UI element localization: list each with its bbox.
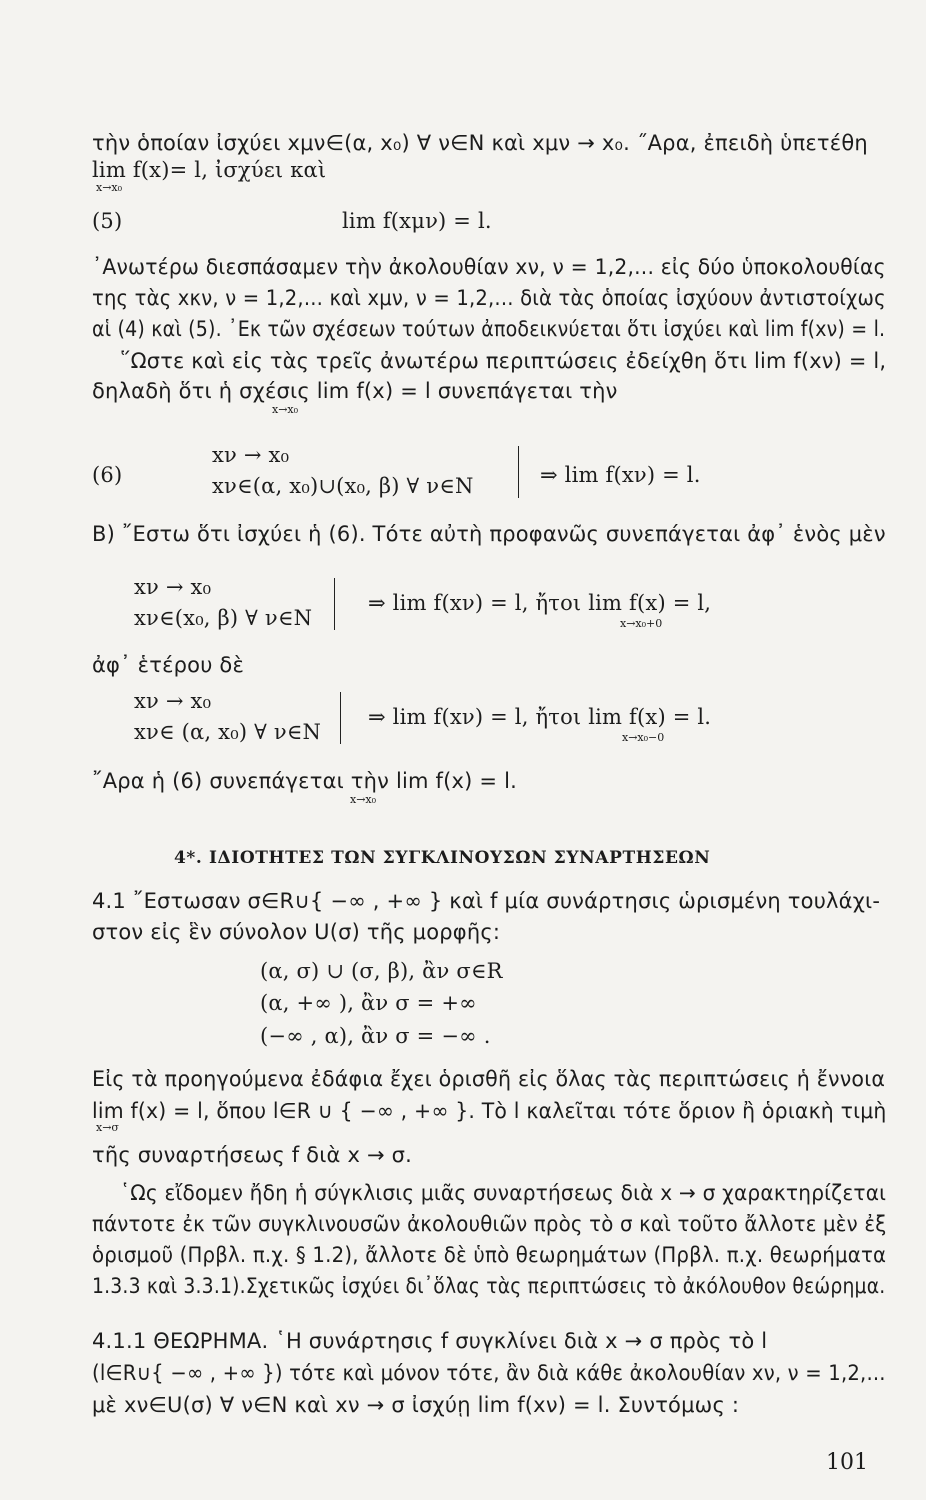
theorem-line: (l∈R∪{ −∞ , +∞ }) τότε καὶ μόνον τότε, ἂν διὰ κάθε ἀκολουθίαν xν, ν = 1,2,... [92,1361,886,1385]
equation-condition: xν∈(α, x₀)∪(x₀, β) ∀ ν∈N [212,474,474,498]
text-line: ἀφ᾿ ἑτέρου δὲ [92,653,245,677]
right-brace [332,692,341,744]
text-line: B) ῎Εστω ὅτι ἰσχύει ἡ (6). Τότε αὐτὴ προφανῶς συνεπάγεται ἀφ᾿ ἑνὸς μὲν [92,522,886,546]
text-line: ῎Αρα ἡ (6) συνεπάγεται τὴν lim f(x) = l. [92,769,518,793]
text-line: ῾Ως εἴδομεν ἤδη ἡ σύγκλισις μιᾶς συναρτήσεως διὰ x → σ χαρακτηρίζεται [120,1181,887,1205]
text-line: 4.1 ῎Εστωσαν σ∈R∪{ −∞ , +∞ } καὶ f μία συνάρτησις ὡρισμένη τουλάχι- [92,889,881,913]
limit-subscript: x→x₀−0 [622,731,665,744]
limit-subscript: x→x₀ [96,181,123,194]
equation-condition: xν∈ (α, x₀) ∀ ν∈N [134,720,322,744]
text-line: ᾿Ανωτέρω διεσπάσαμεν τὴν ἀκολουθίαν xν, ν = 1,2,... εἰς δύο ὑποκολουθίας [92,255,886,279]
limit-subscript: x→σ [96,1121,119,1134]
equation-result: ⇒ lim f(xν) = l, ἤτοι lim f(x) = l. [368,705,712,729]
text-line: 1.3.3 καὶ 3.3.1).Σχετικῶς ἰσχύει δι᾿ὅλας τὰς περιπτώσεις τὸ ἀκόλουθον θεώρημα. [92,1274,886,1298]
case-line: (−∞ , α), ἂν σ = −∞ . [260,1024,491,1048]
text-line: lim f(x)= l, ἰσχύει καὶ [92,158,327,182]
text-line: στον εἰς ἓν σύνολον U(σ) τῆς μορφῆς: [92,920,501,944]
equation-result: ⇒ lim f(xν) = l. [540,463,701,487]
equation-condition: xν → x₀ [134,575,212,599]
page-number: 101 [826,1450,868,1475]
equation-label: (5) [92,209,123,233]
case-line: (α, σ) ∪ (σ, β), ἂν σ∈R [260,959,503,983]
section-heading: 4*. ΙΔΙΟΤΗΤΕΣ ΤΩΝ ΣΥΓΚΛΙΝΟΥΣΩΝ ΣΥΝΑΡΤΗΣΕΩΝ [174,848,711,868]
limit-subscript: x→x₀+0 [620,617,663,630]
equation-label: (6) [92,463,123,487]
limit-subscript: x→x₀ [350,793,377,806]
theorem-line: 4.1.1 ΘΕΩΡΗΜΑ. ῾Η συνάρτησις f συγκλίνει διὰ x → σ πρὸς τὸ l [92,1329,768,1353]
text-line: δηλαδὴ ὅτι ἡ σχέσις lim f(x) = l συνεπάγεται τὴν [92,379,618,403]
theorem-line: μὲ xν∈U(σ) ∀ ν∈N καὶ xν → σ ἰσχύῃ lim f(xν) = l. Συντόμως : [92,1393,740,1417]
right-brace [510,446,519,498]
text-line: τῆς συναρτήσεως f διὰ x → σ. [92,1143,413,1167]
text-line: τὴν ὁποίαν ἰσχύει xμν∈(α, x₀) ∀ ν∈N καὶ xμν → x₀. ˝Αρα, ἐπειδὴ ὑπετέθη [92,131,868,155]
text-line: Εἰς τὰ προηγούμενα ἐδάφια ἔχει ὁρισθῆ εἰς ὅλας τὰς περιπτώσεις ἡ ἔννοια [92,1067,886,1091]
equation: lim f(xμν) = l. [342,209,492,233]
equation-result: ⇒ lim f(xν) = l, ἤτοι lim f(x) = l, [368,591,712,615]
case-line: (α, +∞ ), ἂν σ = +∞ [260,991,477,1015]
text-line: ὁρισμοῦ (Πρβλ. π.χ. § 1.2), ἄλλοτε δὲ ὑπὸ θεωρημάτων (Πρβλ. π.χ. θεωρήματα [92,1243,887,1267]
equation-condition: xν∈(x₀, β) ∀ ν∈N [134,606,313,630]
equation-condition: xν → x₀ [134,689,212,713]
text-line: αἱ (4) καὶ (5). ᾿Εκ τῶν σχέσεων τούτων ἀποδεικνύεται ὅτι ἰσχύει καὶ lim f(xν) = l. [92,317,886,341]
text-line: πάντοτε ἐκ τῶν συγκλινουσῶν ἀκολουθιῶν πρὸς τὸ σ καὶ τοῦτο ἄλλοτε μὲν ἐξ [92,1212,887,1236]
right-brace [326,578,335,630]
equation-condition: xν → x₀ [212,443,290,467]
text-line: της τὰς xκν, ν = 1,2,... καὶ xμν, ν = 1,2,... διὰ τὰς ὁποίας ἰσχύουν ἀντιστοίχως [92,286,886,310]
text-line: ῞Ωστε καὶ εἰς τὰς τρεῖς ἀνωτέρω περιπτώσεις ἐδείχθη ὅτι lim f(xν) = l, [120,349,887,373]
text-line: lim f(x) = l, ὅπου l∈R ∪ { −∞ , +∞ }. Τὸ l καλεῖται τότε ὅριον ἢ ὁριακὴ τιμὴ [92,1099,887,1123]
limit-subscript: x→x₀ [272,403,299,416]
